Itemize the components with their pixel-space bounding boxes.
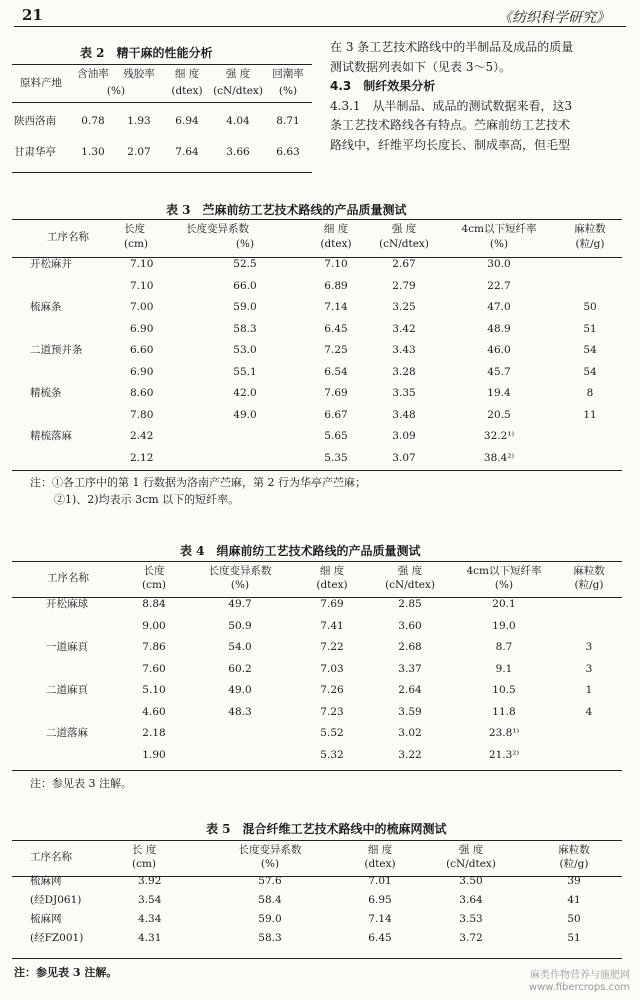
data-cell	[556, 745, 622, 764]
table-row	[12, 928, 622, 947]
data-cell: 51	[583, 322, 597, 335]
data-cell: 8.60	[130, 387, 154, 399]
t2-h-cn: (cN/dtex)	[213, 85, 263, 97]
process-name-cell: (经DJ061)	[30, 893, 82, 906]
data-cell: 51	[567, 931, 581, 944]
t3-h-length: 长度	[124, 223, 145, 235]
watermark-line-1: 麻类作物营养与施肥网	[530, 970, 630, 981]
data-cell: 7.10	[130, 279, 154, 292]
data-cell: 3.59	[398, 705, 422, 718]
table-row	[12, 319, 622, 338]
t3-h-short: 4cm以下短纤率	[461, 223, 537, 235]
data-cell: 2.64	[398, 684, 422, 696]
data-cell: 3.25	[392, 301, 416, 313]
table4-title: 表 4 绢麻前纺工艺技术路线的产品质量测试	[180, 544, 421, 558]
data-cell: 59.0	[233, 301, 257, 313]
data-cell: 8.71	[276, 115, 300, 127]
data-cell: 32.2¹⁾	[483, 430, 515, 442]
t3-h-cv: 长度变异系数	[186, 223, 249, 235]
data-cell: 7.01	[368, 874, 392, 887]
table2-title: 表 2 精干麻的性能分析	[80, 46, 213, 60]
data-cell: 7.26	[320, 684, 344, 696]
data-cell: 6.63	[276, 146, 300, 158]
t4-h-strength: 强 度	[397, 564, 423, 577]
t5-h-cv: 长度变异系数	[238, 843, 302, 856]
t4-h-length-unit: (cm)	[141, 578, 167, 591]
t4-h-short-unit: (%)	[494, 578, 514, 591]
table-row	[12, 909, 622, 928]
data-cell: 2.12	[130, 451, 154, 464]
t4-h-neps-unit: (粒/g)	[574, 578, 604, 591]
data-cell: 3.43	[392, 344, 416, 356]
t2-h-origin: 原料产地	[20, 76, 62, 89]
data-cell: 3.48	[392, 408, 416, 421]
data-cell: 6.60	[130, 344, 154, 356]
table-row	[12, 702, 622, 721]
data-cell: 6.95	[368, 893, 392, 906]
data-cell: 7.10	[324, 258, 348, 270]
table-row	[12, 424, 622, 448]
data-cell: 49.0	[233, 408, 257, 421]
body-text	[330, 38, 626, 155]
t5-h-length: 长 度	[132, 843, 157, 856]
t5-h-process: 工序名称	[30, 850, 72, 863]
table-row	[12, 381, 622, 405]
process-name-cell	[12, 616, 124, 635]
data-cell: 8.7	[495, 641, 513, 653]
data-cell: 3.07	[392, 451, 416, 464]
data-cell: 3.37	[398, 662, 422, 675]
data-cell: 60.2	[228, 662, 252, 675]
table2-bottom-rule	[12, 172, 312, 173]
process-name-cell	[12, 362, 124, 381]
data-cell: 58.3	[233, 322, 257, 335]
data-cell: 21.3²⁾	[488, 748, 520, 761]
data-cell: 59.0	[258, 912, 282, 925]
data-cell: 5.10	[142, 684, 166, 696]
data-cell: 7.41	[320, 619, 344, 632]
data-cell	[184, 745, 296, 764]
data-cell: 3.72	[459, 931, 483, 944]
page-number: 21	[22, 6, 43, 24]
watermark	[529, 970, 630, 994]
data-cell: 9.1	[495, 662, 513, 675]
process-name-cell: 梳麻条	[30, 301, 62, 313]
data-cell: 2.68	[398, 641, 422, 653]
data-cell: 66.0	[233, 279, 257, 292]
data-cell: 19.0	[492, 619, 516, 632]
data-cell: 7.03	[320, 662, 344, 675]
process-name-cell: (经FZ001)	[30, 931, 84, 944]
table4	[12, 564, 622, 764]
t3-h-process: 工序名称	[47, 230, 89, 243]
t5-h-length-unit: (cm)	[132, 857, 157, 870]
data-cell: 3.22	[398, 748, 422, 761]
data-cell: 7.23	[320, 705, 344, 718]
data-cell: 2.79	[392, 279, 416, 292]
table5-header-rule	[12, 876, 622, 877]
data-cell: 1.30	[81, 146, 105, 158]
data-cell: 6.90	[130, 322, 154, 335]
data-cell: 50	[567, 912, 581, 925]
process-name-cell: 开松麻并	[30, 258, 72, 270]
table-row	[12, 405, 622, 424]
process-name-cell	[12, 405, 124, 424]
table-row	[12, 890, 622, 909]
process-name-cell	[12, 448, 124, 467]
t2-h-regain-unit: (%)	[278, 85, 298, 97]
data-cell: 3.66	[226, 146, 250, 158]
data-cell: 6.45	[324, 322, 348, 335]
watermark-line-2: www.fibercrops.com	[528, 982, 630, 993]
data-cell: 23.8¹⁾	[488, 727, 520, 739]
t5-h-strength-unit: (cN/dtex)	[446, 857, 496, 870]
table2-top-rule	[12, 64, 312, 65]
data-cell	[558, 276, 622, 295]
t4-h-cv-unit: (%)	[230, 578, 250, 591]
data-cell: 54.0	[228, 641, 252, 653]
data-cell: 3.28	[392, 365, 416, 378]
data-cell: 0.78	[81, 115, 105, 127]
data-cell: 11.8	[492, 705, 516, 718]
para-line-3: 路线中，纤维平均长度长、制成率高，但毛型	[330, 137, 571, 152]
t5-h-strength: 强 度	[458, 843, 484, 856]
process-name-cell	[12, 702, 124, 721]
data-cell: 46.0	[487, 344, 511, 356]
data-cell: 6.54	[324, 365, 348, 378]
data-cell: 54	[583, 365, 597, 378]
data-cell: 4	[585, 705, 593, 718]
table-row	[12, 592, 622, 616]
data-cell	[556, 592, 622, 616]
table-row	[12, 678, 622, 702]
data-cell: 6.67	[324, 408, 348, 421]
table3-notes	[30, 474, 366, 508]
data-cell: 2.07	[127, 146, 151, 158]
t5-h-cv-unit: (%)	[260, 857, 280, 870]
table-row	[12, 659, 622, 678]
para-line-2: 条工艺技术路线各有特点。苎麻前纺工艺技术	[330, 118, 571, 132]
table-row	[12, 295, 622, 319]
process-name-cell: 精梳条	[30, 387, 62, 399]
data-cell: 7.69	[324, 387, 348, 399]
data-cell: 2.18	[142, 727, 166, 739]
t4-h-strength-unit: (cN/dtex)	[385, 578, 435, 591]
t3-h-fineness: 细 度	[323, 223, 349, 235]
data-cell: 7.10	[130, 258, 154, 270]
data-cell: 38.4²⁾	[483, 451, 515, 464]
process-name-cell	[12, 276, 124, 295]
process-name-cell	[12, 659, 124, 678]
data-cell: 48.9	[487, 322, 511, 335]
data-cell: 19.4	[487, 387, 511, 399]
table-row	[12, 745, 622, 764]
data-cell: 5.65	[324, 430, 348, 442]
data-cell: 5.32	[320, 748, 344, 761]
data-cell: 10.5	[492, 684, 516, 696]
data-cell: 7.86	[142, 641, 166, 653]
process-name-cell: 二道麻頁	[46, 684, 88, 696]
data-cell: 50	[583, 301, 597, 313]
data-cell: 3.60	[398, 619, 422, 632]
data-cell: 3.09	[392, 430, 416, 442]
data-cell: 42.0	[233, 387, 257, 399]
data-cell	[186, 448, 304, 467]
t3-h-neps: 麻粒数	[574, 223, 606, 235]
t4-h-cv: 长度变异系数	[208, 564, 272, 577]
table3-bottom-rule	[12, 470, 622, 471]
t3-h-fineness-unit: (dtex)	[320, 238, 352, 250]
data-cell: 49.7	[228, 598, 252, 610]
data-cell	[558, 424, 622, 448]
process-name-cell: 一道麻頁	[46, 641, 88, 653]
table5-note: 注：参见表 3 注解。	[14, 966, 118, 979]
t5-h-fineness: 细 度	[367, 843, 393, 856]
t4-h-fineness-unit: (dtex)	[316, 578, 348, 591]
t3-h-strength-unit: (cN/dtex)	[379, 238, 429, 250]
data-cell: 3.42	[392, 322, 416, 335]
data-cell: 6.45	[368, 931, 392, 944]
table4-note: 注：参见表 3 注解。	[30, 777, 132, 790]
data-cell: 7.14	[324, 301, 348, 313]
table3	[12, 222, 622, 467]
table2-header-rule	[12, 102, 312, 103]
table3-header-rule	[12, 257, 622, 258]
data-cell: 6.94	[175, 115, 199, 127]
data-cell: 49.0	[228, 684, 252, 696]
process-name-cell: 二道落麻	[46, 727, 88, 739]
data-cell: 3.92	[138, 874, 162, 887]
table5-title: 表 5 混合纤维工艺技术路线中的梳麻网测试	[206, 822, 447, 836]
data-cell: 45.7	[487, 365, 511, 378]
t2-h-dtex: (dtex)	[171, 85, 203, 97]
process-name-cell: 精梳落麻	[30, 430, 72, 442]
data-cell	[558, 252, 622, 276]
t3-h-neps-unit: (粒/g)	[575, 238, 605, 250]
data-cell: 20.1	[492, 598, 516, 610]
data-cell: 3	[585, 641, 593, 653]
t4-h-length: 长度	[143, 564, 165, 577]
table-row	[12, 338, 622, 362]
data-cell: 6.90	[130, 365, 154, 378]
data-cell	[184, 721, 296, 745]
data-cell: 2.42	[130, 430, 154, 442]
data-cell: 5.52	[320, 727, 344, 739]
body-line-2: 测试数据列表如下（见表 3～5）。	[330, 59, 512, 74]
data-cell: 30.0	[487, 258, 511, 270]
table2-body	[12, 100, 312, 162]
data-cell: 3.35	[392, 387, 416, 399]
data-cell: 54	[583, 344, 597, 356]
section-heading: 4.3 制纤效果分析	[330, 79, 436, 93]
t3-h-short-unit: (%)	[489, 238, 509, 250]
table3-note-2: ②1)、2)均表示 3cm 以下的短纤率。	[54, 493, 240, 506]
data-cell: 58.4	[258, 893, 282, 906]
data-cell: 7.25	[324, 344, 348, 356]
data-cell: 11	[583, 408, 597, 421]
table-row	[12, 871, 622, 890]
data-cell: 2.85	[398, 598, 422, 610]
data-cell: 5.35	[324, 451, 348, 464]
data-cell	[558, 448, 622, 467]
data-cell: 7.69	[320, 598, 344, 610]
table5-top-rule	[12, 840, 622, 841]
table-row	[12, 100, 312, 142]
t5-h-fineness-unit: (dtex)	[364, 857, 396, 870]
body-line-1: 在 3 条工艺技术路线中的半制品及成品的质量	[330, 40, 574, 54]
table-row	[12, 276, 622, 295]
t5-h-neps: 麻粒数	[558, 843, 590, 856]
table4-header-rule	[12, 597, 622, 598]
t3-h-length-unit: (cm)	[124, 238, 149, 250]
data-cell: 1	[585, 684, 593, 696]
t3-h-cv-unit: (%)	[235, 238, 255, 250]
data-cell: 1.93	[127, 115, 151, 127]
t2-h-pct: (%)	[106, 85, 126, 97]
table3-title: 表 3 苎麻前纺工艺技术路线的产品质量测试	[166, 203, 407, 217]
data-cell: 7.64	[175, 146, 199, 158]
data-cell: 7.22	[320, 641, 344, 653]
journal-title: 《纺织科学研究》	[498, 10, 610, 26]
t4-h-process: 工序名称	[47, 571, 89, 584]
para-line-1: 4.3.1 从半制品、成品的测试数据来看，这3	[330, 98, 573, 113]
t4-h-short: 4cm以下短纤率	[466, 564, 542, 577]
process-name-cell: 梳麻网	[30, 874, 62, 887]
table-row	[12, 616, 622, 635]
process-name-cell: 梳麻网	[30, 912, 62, 925]
t2-h-oil: 含油率	[77, 68, 109, 80]
data-cell: 7.80	[130, 408, 154, 421]
process-name-cell: 二道预并条	[30, 344, 83, 356]
data-cell: 58.3	[258, 931, 282, 944]
data-cell: 22.7	[487, 279, 511, 292]
data-cell: 8.84	[142, 598, 166, 610]
data-cell: 57.6	[258, 874, 282, 887]
process-name-cell: 陕西洛南	[14, 115, 56, 127]
table-row	[12, 142, 312, 162]
data-cell: 3.54	[138, 893, 162, 906]
data-cell: 3.64	[459, 893, 483, 906]
table3-body	[12, 252, 622, 467]
t4-h-fineness: 细 度	[319, 564, 345, 577]
t2-h-gum: 残胶率	[123, 68, 155, 80]
data-cell: 7.14	[368, 912, 392, 925]
table4-body	[12, 592, 622, 764]
process-name-cell	[12, 745, 124, 764]
page-header	[14, 4, 626, 27]
data-cell: 3	[585, 662, 593, 675]
table-row	[12, 448, 622, 467]
data-cell: 4.34	[138, 912, 162, 925]
process-name-cell: 甘肃华亭	[14, 146, 56, 158]
data-cell: 53.0	[233, 344, 257, 356]
data-cell: 4.31	[138, 931, 162, 944]
data-cell: 7.00	[130, 301, 154, 313]
table4-bottom-rule	[12, 770, 622, 771]
data-cell: 9.00	[142, 619, 166, 632]
data-cell: 39	[567, 874, 581, 887]
data-cell: 6.89	[324, 279, 348, 292]
t3-h-strength: 强 度	[391, 223, 417, 235]
table5-body	[12, 871, 622, 947]
data-cell: 50.9	[228, 619, 252, 632]
data-cell: 7.60	[142, 662, 166, 675]
t4-h-neps: 麻粒数	[573, 564, 605, 577]
data-cell: 3.02	[398, 727, 422, 739]
table-row	[12, 362, 622, 381]
data-cell: 47.0	[487, 301, 511, 313]
table5-bottom-rule	[12, 958, 622, 959]
data-cell: 41	[567, 893, 581, 906]
data-cell: 1.90	[142, 748, 166, 761]
t2-h-fineness: 细 度	[174, 68, 200, 80]
data-cell: 3.53	[459, 912, 483, 925]
table3-top-rule	[12, 219, 622, 220]
data-cell: 8	[586, 387, 594, 399]
t2-h-regain: 回潮率	[272, 68, 304, 80]
data-cell	[556, 721, 622, 745]
process-name-cell	[12, 319, 124, 338]
data-cell: 52.5	[233, 258, 257, 270]
data-cell: 2.67	[392, 258, 416, 270]
data-cell	[186, 424, 304, 448]
data-cell: 55.1	[233, 365, 257, 378]
table2	[12, 66, 312, 162]
data-cell: 20.5	[487, 408, 511, 421]
table-row	[12, 252, 622, 276]
data-cell: 48.3	[228, 705, 252, 718]
table4-top-rule	[12, 561, 622, 562]
table5	[12, 843, 622, 947]
t5-h-neps-unit: (粒/g)	[559, 857, 589, 870]
table3-note-1: 注：①各工序中的第 1 行数据为洛南产苎麻，第 2 行为华亭产苎麻；	[30, 476, 366, 489]
data-cell: 4.04	[226, 115, 250, 127]
process-name-cell: 开松麻球	[46, 598, 88, 610]
data-cell: 4.60	[142, 705, 166, 718]
table-row	[12, 721, 622, 745]
table-row	[12, 635, 622, 659]
data-cell: 3.50	[459, 874, 483, 887]
t2-h-strength: 强 度	[225, 68, 251, 80]
data-cell	[556, 616, 622, 635]
